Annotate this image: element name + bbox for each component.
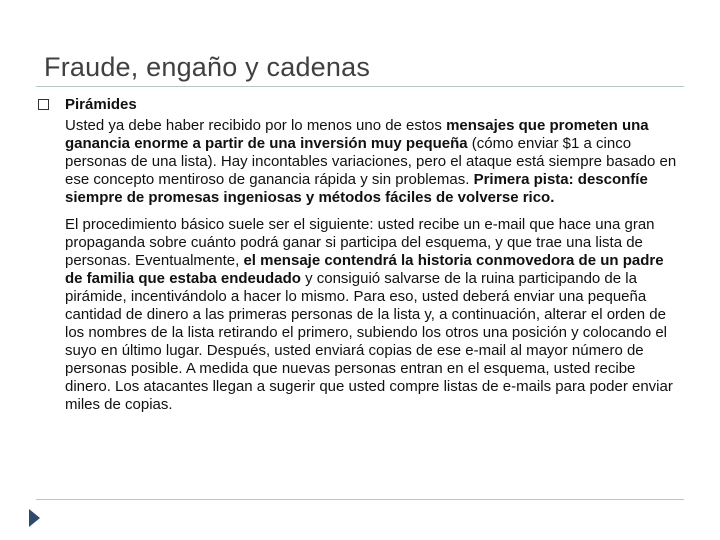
- p2-run-1: El procedimiento básico suele ser el siguiente: usted recibe un e-mail que hace una gran propaganda sobre cuánto podrá ganar si participa del esquema, y que trae una lista de personas. Eventualmente,: [65, 216, 655, 269]
- p2-run-2: el mensaje contendrá la historia conmovedora de un padre de familia que estaba endeudado: [65, 252, 664, 287]
- bullet-heading: Pirámides: [65, 96, 137, 113]
- square-bullet-icon: [38, 99, 49, 110]
- triangle-arrow-icon[interactable]: [29, 509, 40, 527]
- footer-divider: [36, 499, 684, 500]
- p1-run-3: (cómo enviar $1 a cinco personas de una lista). Hay incontables variaciones, pero el ataque está siempre basado en ese concepto mentiroso de ganancia rápida y sin problemas.: [65, 135, 677, 188]
- slide-content: [65, 96, 685, 414]
- p1-run-4: Primera pista: desconfíe siempre de promesas ingeniosas y métodos fáciles de volverse rico.: [65, 171, 648, 206]
- p2-run-3: y consiguió salvarse de la ruina participando de la pirámide, incentivándolo a hacer lo mismo. Para eso, usted deberá enviar una pequeña cantidad de dinero a las primeras personas de la lista y, a continuación, alterar el orden de los nombres de la lista retirando el primero, subiendo los otros una posición y colocando el suyo en último lugar. Después, usted enviará copias de ese e-mail al mayor número de personas posible. A medida que nuevas personas entran en el esquema, usted recibe dinero. Los atacantes llegan a sugerir que usted compre listas de e-mails para poder enviar miles de copias.: [65, 270, 673, 413]
- slide-title: Fraude, engaño y cadenas: [44, 52, 371, 82]
- paragraph-1: [65, 117, 685, 207]
- title-divider: [36, 86, 684, 87]
- paragraph-2: [65, 216, 685, 414]
- p1-run-1: Usted ya debe haber recibido por lo menos uno de estos: [65, 117, 447, 134]
- p1-run-2: mensajes que prometen una ganancia enorme a partir de una inversión muy pequeña: [65, 117, 649, 152]
